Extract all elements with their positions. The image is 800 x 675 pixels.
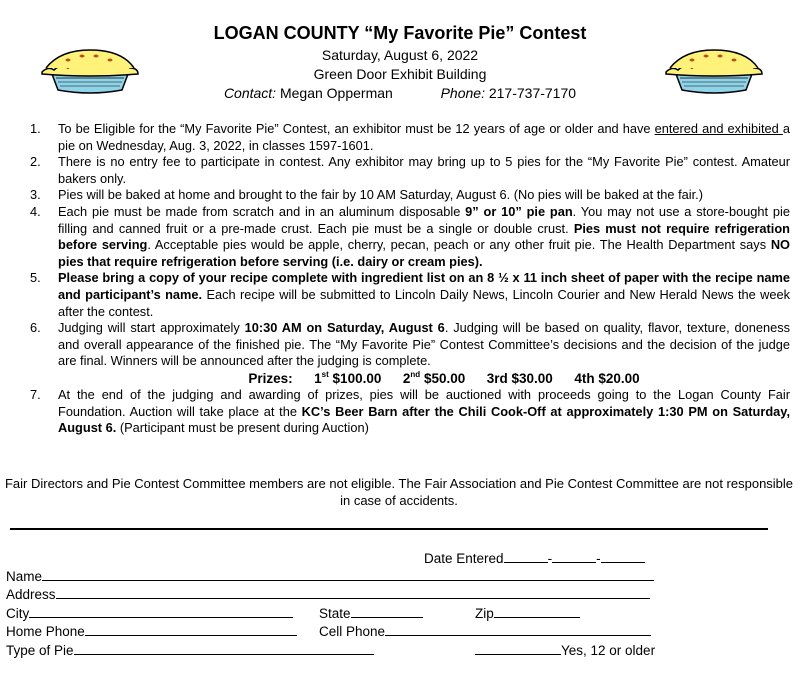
eligibility-notice: Fair Directors and Pie Contest Committee members are not eligible. The Fair Association and Pie Contest Committee are not responsible in case of accidents. xyxy=(4,476,794,508)
rule-7-text-2: (Participant must be present during Auction) xyxy=(116,420,369,436)
date-entered-year-field[interactable] xyxy=(601,549,645,563)
pie-illustration-left xyxy=(38,44,142,98)
rule-item-7 xyxy=(28,387,790,437)
pie-illustration-right xyxy=(662,44,766,98)
rule-4-refrigeration: Pies must not require refrigeration before serving xyxy=(58,220,790,253)
prize-first-suffix: st xyxy=(321,369,329,379)
rule-number: 4. xyxy=(30,203,41,219)
date-entered-label: Date Entered xyxy=(424,551,504,566)
age-confirm-row xyxy=(475,641,655,660)
prize-second xyxy=(403,371,465,386)
date-entered-month-field[interactable] xyxy=(504,549,548,563)
state-field[interactable] xyxy=(351,604,423,618)
date-dash: - xyxy=(547,551,553,566)
rule-4-text-3: . Acceptable pies would be apple, cherry, pecan, peach or any other fruit pie. The Health Department says xyxy=(147,237,771,253)
type-of-pie-label: Type of Pie xyxy=(6,643,74,658)
prize-first-rank: 1 xyxy=(314,370,322,386)
rule-number: 1. xyxy=(30,121,41,136)
type-of-pie-row xyxy=(6,641,374,660)
contact-label: Contact: xyxy=(223,85,277,101)
contest-title: LOGAN COUNTY “My Favorite Pie” Contest xyxy=(213,23,587,43)
contact-name: Megan Opperman xyxy=(279,85,393,101)
address-field[interactable] xyxy=(56,585,650,599)
zip-row xyxy=(475,604,580,623)
date-entered-row xyxy=(424,549,645,568)
divider-line xyxy=(10,528,768,530)
phone-label: Phone: xyxy=(440,85,485,101)
prizes-line xyxy=(58,370,790,387)
home-phone-row xyxy=(6,622,297,641)
zip-label: Zip xyxy=(475,606,494,621)
rule-item-2 xyxy=(28,154,790,187)
city-field[interactable] xyxy=(29,604,293,618)
state-label: State xyxy=(319,606,351,621)
rule-5-recipe-requirement: Please bring a copy of your recipe complete with ingredient list on an 8 ½ x 11 inch sheet of paper with the recipe name and participant’s name. xyxy=(58,270,790,302)
rule-7-auction-location: KC’s Beer Barn after the Chili Cook-Off at approximately 1:30 PM on Saturday, August 6. xyxy=(58,403,791,436)
rule-3-text: Pies will be baked at home and brought to the fair by 10 AM Saturday, August 6. (No pies will be baked at the fair.) xyxy=(58,187,703,203)
address-label: Address xyxy=(6,587,56,602)
date-dash: - xyxy=(596,551,601,566)
home-phone-field[interactable] xyxy=(85,622,297,636)
contest-location: Green Door Exhibit Building xyxy=(313,66,487,82)
prize-first xyxy=(314,371,381,386)
rule-4-text-2: . You may not use a store-bought pie filling and canned fruit or a pre-made crust. Each pie must be a single or double crust. xyxy=(58,203,790,236)
age-confirm-field[interactable] xyxy=(475,641,561,655)
rule-number: 3. xyxy=(30,187,41,203)
rule-1-underlined: entered and exhibited xyxy=(654,121,783,136)
prize-first-amount: $100.00 xyxy=(328,370,382,386)
name-field[interactable] xyxy=(42,567,654,581)
address-row xyxy=(6,585,650,604)
date-entered-day-field[interactable] xyxy=(552,549,596,563)
prize-third: 3rd $30.00 xyxy=(486,370,553,386)
rule-6-judging-time: 10:30 AM on Saturday, August 6 xyxy=(244,320,445,336)
name-row xyxy=(6,567,654,586)
rule-1-text-end: a pie on Wednesday, Aug. 3, 2022, in classes 1597-1601. xyxy=(58,121,790,153)
state-row xyxy=(319,604,423,623)
rule-number: 7. xyxy=(30,386,41,402)
rule-item-3 xyxy=(28,187,790,204)
rule-number: 2. xyxy=(30,154,41,170)
rule-5-text: Each recipe will be submitted to Lincoln Daily News, Lincoln Courier and New Herald News the week after the contest. xyxy=(58,286,790,319)
rule-item-5 xyxy=(28,270,790,320)
prize-second-rank: 2 xyxy=(402,370,411,386)
contest-date: Saturday, August 6, 2022 xyxy=(321,47,479,63)
zip-field[interactable] xyxy=(494,604,580,618)
cell-phone-label: Cell Phone xyxy=(319,624,386,639)
rule-1-text: To be Eligible for the “My Favorite Pie” Contest, an exhibitor must be 12 years of age or older and have xyxy=(58,121,655,136)
prize-fourth: 4th $20.00 xyxy=(574,370,640,386)
rules-list xyxy=(28,121,790,437)
rule-item-6 xyxy=(28,320,790,387)
name-label: Name xyxy=(6,569,43,584)
type-of-pie-field[interactable] xyxy=(74,641,374,655)
home-phone-label: Home Phone xyxy=(6,624,85,639)
rule-6-text-2: . Judging will be based on quality, flavor, texture, doneness and overall appearance of the finished pie. The “My Favorite Pie” Contest Committee’s decisions and the decision of the judge are final. Winners will be announced after the judging is complete. xyxy=(58,320,790,369)
age-confirm-label: Yes, 12 or older xyxy=(561,643,656,658)
prize-second-suffix: nd xyxy=(410,369,421,379)
rule-item-4 xyxy=(28,204,790,270)
rule-4-health-notice: NO pies that require refrigeration before serving (i.e. dairy or cream pies). xyxy=(58,237,791,269)
cell-phone-field[interactable] xyxy=(385,622,651,636)
city-label: City xyxy=(6,606,30,621)
rule-4-pan-size: 9” or 10” pie pan xyxy=(465,203,573,219)
rule-6-text: Judging will start approximately xyxy=(58,320,245,336)
city-row xyxy=(6,604,293,623)
rule-2-text: There is no entry fee to participate in contest. Any exhibitor may bring up to 5 pies for the “My Favorite Pie” contest. Amateur bakers only. xyxy=(58,154,790,186)
prize-second-amount: $50.00 xyxy=(420,370,466,386)
phone-number: 217-737-7170 xyxy=(488,85,577,101)
rule-item-1 xyxy=(28,121,790,154)
rule-number: 5. xyxy=(30,270,41,286)
rule-7-text: At the end of the judging and awarding of prizes, pies will be auctioned with proceeds going to the Logan County Fair Foundation. Auction will take place at the xyxy=(58,386,790,419)
rule-4-text: Each pie must be made from scratch and in an aluminum disposable xyxy=(58,203,466,219)
cell-phone-row xyxy=(319,622,651,641)
prizes-label: Prizes: xyxy=(248,370,293,386)
rule-number: 6. xyxy=(30,320,41,336)
